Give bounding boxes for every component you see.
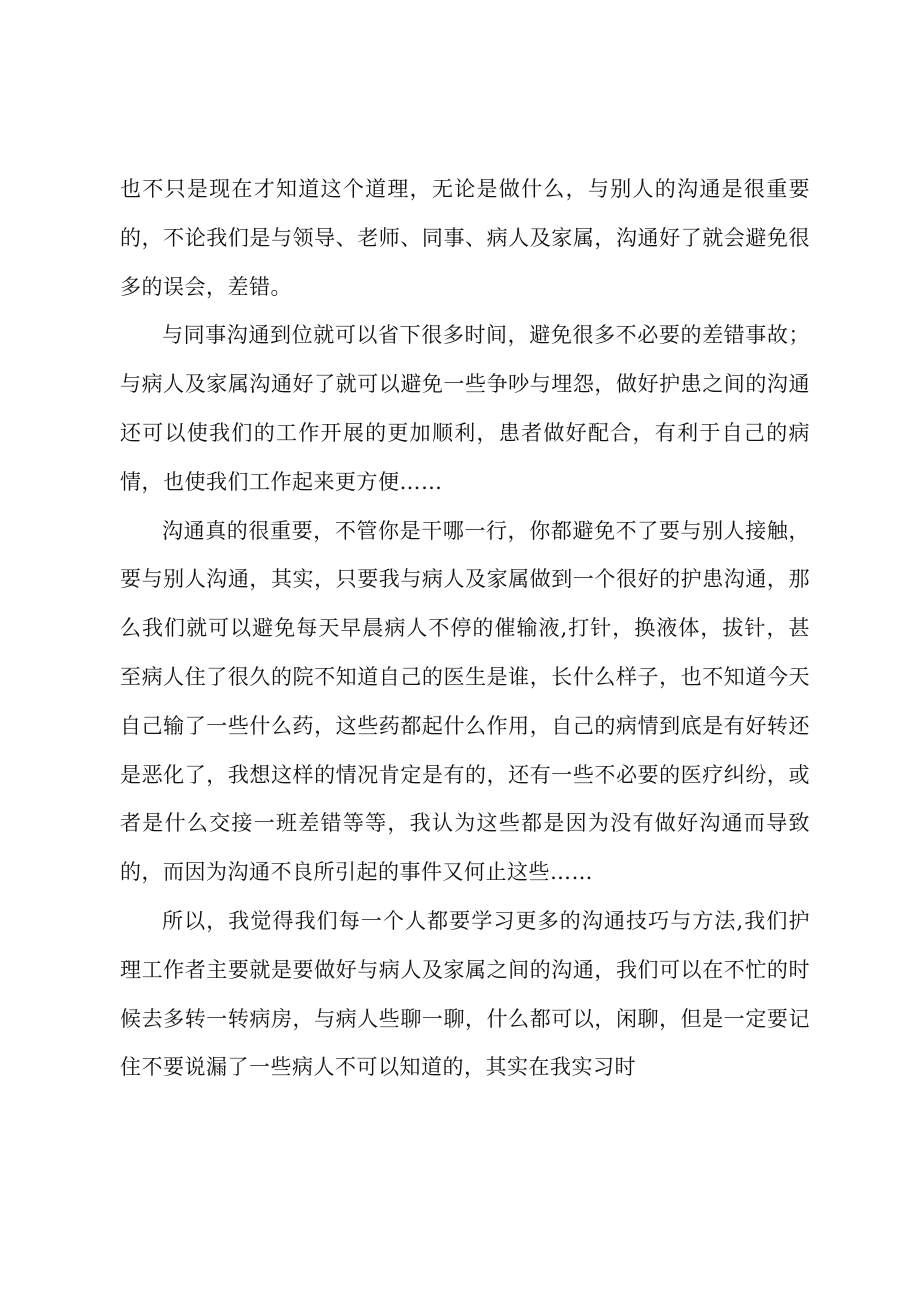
paragraph-continuation: 也不只是现在才知道这个道理，无论是做什么，与别人的沟通是很重要的，不论我们是与领导、老师、同事、病人及家属，沟通好了就会避免很多的误会，差错。 (120, 177, 810, 299)
paragraph-communication-importance: 沟通真的很重要，不管你是干哪一行，你都避免不了要与别人接触，要与别人沟通，其实，只要我与病人及家属做到一个很好的护患沟通，那么我们就可以避免每天早晨病人不停的催输液,打针，换液体，拔针，甚至病人住了很久的院不知道自己的医生是谁，长什么样子，也不知道今天自己输了一些什么药，这些药都起什么作用，自己的病情到底是有好转还是恶化了，我想这样的情况肯定是有的，还有一些不必要的医疗纠纷，或者是什么交接一班差错等等，我认为这些都是因为没有做好沟通而导致的，而因为沟通不良所引起的事件又何止这些…… (120, 518, 810, 885)
paragraph-learning-skills: 所以，我觉得我们每一个人都要学习更多的沟通技巧与方法,我们护理工作者主要就是要做好与病人及家属之间的沟通，我们可以在不忙的时候去多转一转病房，与病人些聊一聊，什么都可以，闲聊，但是一定要记住不要说漏了一些病人不可以知道的，其实在我实习时 (120, 908, 810, 1080)
paragraph-colleague-communication: 与同事沟通到位就可以省下很多时间，避免很多不必要的差错事故；与病人及家属沟通好了就可以避免一些争吵与埋怨，做好护患之间的沟通还可以使我们的工作开展的更加顺利，患者做好配合，有利于自己的病情，也使我们工作起来更方便…… (120, 323, 810, 494)
document-body (120, 165, 810, 1092)
